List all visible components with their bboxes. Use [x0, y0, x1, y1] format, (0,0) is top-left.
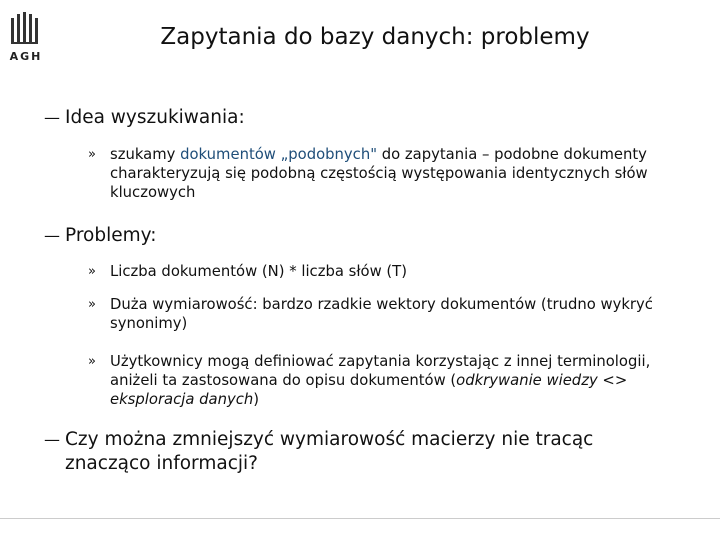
agh-logo: [8, 12, 44, 64]
dash-bullet-icon: —: [44, 108, 60, 127]
text-segment: do zapytania – podobne dokumenty charakteryzują się podobną częstością występowania identycznych słów kluczowych: [110, 146, 648, 201]
chevron-bullet-icon: »: [88, 264, 96, 279]
bullet-label: Problemy:: [65, 225, 157, 246]
footer-divider: [0, 518, 720, 519]
highlighted-phrase: dokumentów „podobnych": [180, 146, 378, 163]
bullet-label: Czy można zmniejszyć wymiarowość macierzy nie tracąc znacząco informacji?: [65, 429, 594, 474]
dash-bullet-icon: —: [44, 226, 60, 245]
italic-phrase: odkrywanie wiedzy <> eksploracja danych: [110, 372, 628, 408]
dash-bullet-icon: —: [44, 430, 60, 449]
sub-bullet-text: Liczba dokumentów (N) * liczba słów (T): [110, 263, 407, 280]
chevron-bullet-icon: »: [88, 297, 96, 312]
sub-bullet-text: [110, 145, 663, 202]
sub-bullet-text: [110, 352, 663, 409]
slide-title: Zapytania do bazy danych: problemy: [160, 24, 590, 50]
chevron-bullet-icon: »: [88, 147, 96, 162]
text-segment: Użytkownicy mogą definiować zapytania korzystając z innej terminologii, aniżeli ta zastosowana do opisu dokumentów (: [110, 353, 651, 389]
agh-logo-mark: [8, 12, 44, 48]
sub-bullet-text: Duża wymiarowość: bardzo rzadkie wektory dokumentów (trudno wykryć synonimy): [110, 296, 653, 332]
text-segment: ): [253, 391, 259, 408]
logo-text: AGH: [9, 50, 43, 63]
text-segment: szukamy: [110, 146, 181, 163]
bullet-label: Idea wyszukiwania:: [65, 107, 245, 128]
chevron-bullet-icon: »: [88, 354, 96, 369]
